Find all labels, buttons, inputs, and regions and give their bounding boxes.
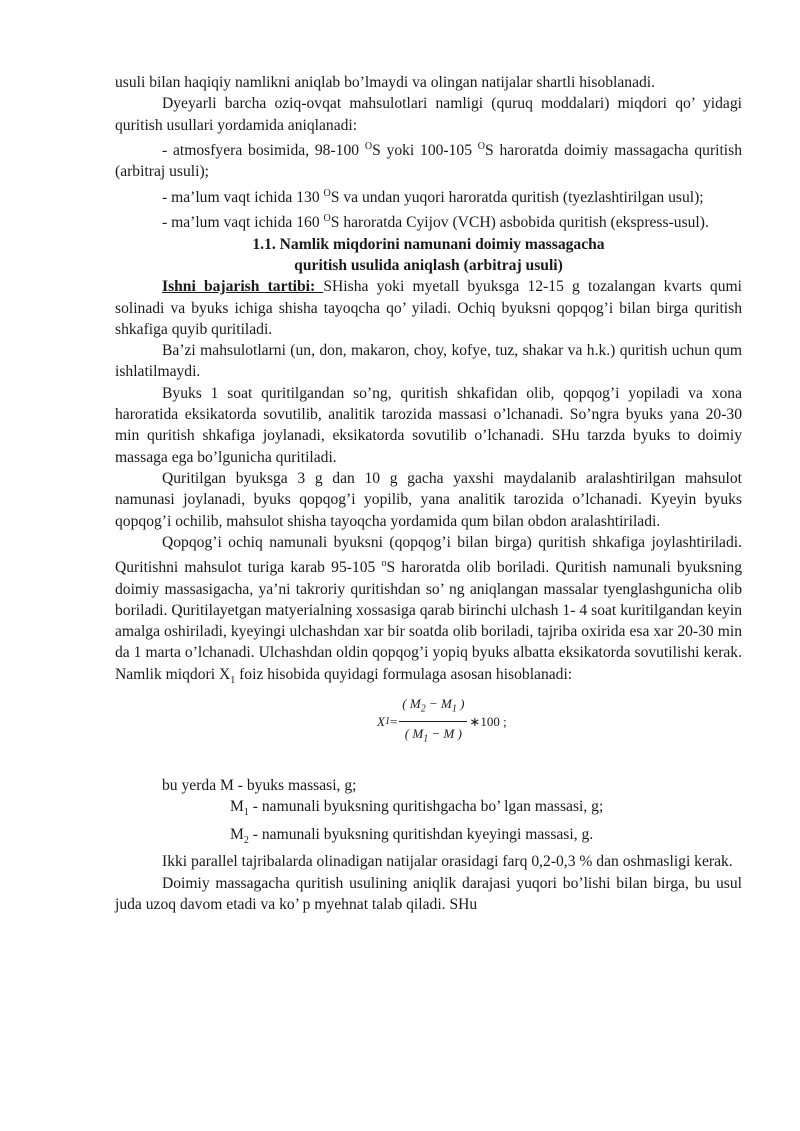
list-item-express: - ma’lum vaqt ichida 160 $^O$S haroratda Cyijov (VCH) asbobida quritish (ekspress-usul).	[162, 213, 709, 232]
definition-m: bu yerda M - byuks massasi, g;	[162, 777, 357, 795]
section-heading-line1: 1.1. Namlik miqdorini namunani doimiy massagacha	[252, 235, 605, 253]
list-item-arbitrage: - atmosfyera bosimida, 98-100 $^O$S yoki 100-105 $^O$S haroratda doimiy massagacha quritish (arbitraj usuli);	[115, 140, 742, 181]
section-heading-line2: quritish usulida aniqlash (arbitraj usuli)	[294, 256, 563, 274]
paragraph-no-sand: Ba’zi mahsulotlarni (un, don, makaron, choy, kofye, tuz, shakar va h.k.) quritish uchun qum ishlatilmaydi.	[115, 342, 742, 381]
document-page	[115, 72, 742, 915]
paragraph-continuation: usuli bilan haqiqiy namlikni aniqlab bo’lmaydi va olingan natijalar shartli hisoblanadi.	[115, 74, 656, 91]
procedure-label: Ishni bajarish tartibi:	[162, 278, 324, 296]
formula-fraction: $\frac{( M_2 - M_1 )}{( M_1 - M )}$	[399, 693, 467, 750]
definition-m1: $M_1$ - namunali byuksning quritishgacha bo’ lgan massasi, g;	[230, 798, 604, 819]
paragraph-sample: Quritilgan byuksga 3 g dan 10 g gacha yaxshi maydalanib aralashtirilgan mahsulot namunasi joylanadi, byuks qopqog’i yopilib, yana analitik tarozida o’lchanadi. Kyeyin byuks qopqog’i ochilib, mahsulot shisha tayoqcha yordamida qum bilan obdon aralashtiriladi.	[115, 469, 742, 530]
variable-definitions	[115, 775, 742, 851]
list-item-accelerated: - ma’lum vaqt ichida 130 $^O$S va undan yuqori haroratda quritish (tyezlashtirilgan usul);	[162, 187, 704, 206]
definition-m2: $M_2$ - namunali byuksning quritishdan kyeyingi massasi, g.	[230, 825, 594, 846]
paragraph-tolerance: Ikki parallel tajribalarda olinadigan natijalar orasidagi farq 0,2-0,3 % dan oshmasligi kerak.	[162, 853, 733, 871]
paragraph-drying: Byuks 1 soat quritilgandan so’ng, quritish shkafidan olib, qopqog’i yopiladi va xona haroratida eksikatorda sovutilib, analitik tarozida massasi o’lchanadi. So’ngra byuks yana 20-30 min quritish shkafiga joylanadi, eksikatorda sovutilib o’lchanadi. SHu tarzda byuks to doimiy massaga ega bo’lgunicha quritiladi.	[115, 384, 742, 466]
paragraph-measurement: Qopqog’i ochiq namunali byuksni (qopqog’i bilan birga) quritish shkafiga joylashtiriladi. Quritishni mahsulot turiga karab 95-105 $^o$S haroratda olib boriladi. Quritish namunali byuksning doimiy massasigacha, ya’ni takroriy quritishdan so’ ng aniqlangan massalar tyenglashgunicha olib boriladi. Quritilayetgan matyerialning xossasiga qarab birinchi ulchash 1- 4 soat kuritilgandan keyin amalga oshiriladi, kyeyingi ulchashdan xar bir soatda olib boriladi, tajriba oxirida esa xar 20-30 min da 1 marta o’lchanadi. Ulchashdan oldin qopqog’i yopiq byuks albatta eksikatorda sovutilishi kerak. Namlik miqdori $X_1$ foiz hisobida quyidagi formulaga asosan hisoblanadi:	[115, 533, 743, 686]
paragraph-procedure: Ishni bajarish tartibi: SHisha yoki myetall byuksga 12-15 g tozalangan kvarts qumi solinadi va byuks ichiga shisha tayoqcha qo’ yiladi. Ochiq byuksni qopqog’i bilan birga quritish shkafiga quyib quritiladi.	[115, 278, 742, 338]
moisture-formula: X 1 = $\frac{( M_2 - M_1 )}{( M_1 - M )}$ ∗100 ;	[115, 693, 742, 753]
paragraph-intro: Dyeyarli barcha oziq-ovqat mahsulotlari namligi (quruq moddalari) miqdori qo’ yidagi quritish usullari yordamida aniqlanadi:	[115, 95, 742, 134]
paragraph-accuracy: Doimiy massagacha quritish usulining aniqlik darajasi yuqori bo’lishi bilan birga, bu usul juda uzoq davom etadi va ko’ p myehnat talab qiladi. SHu	[115, 874, 742, 913]
